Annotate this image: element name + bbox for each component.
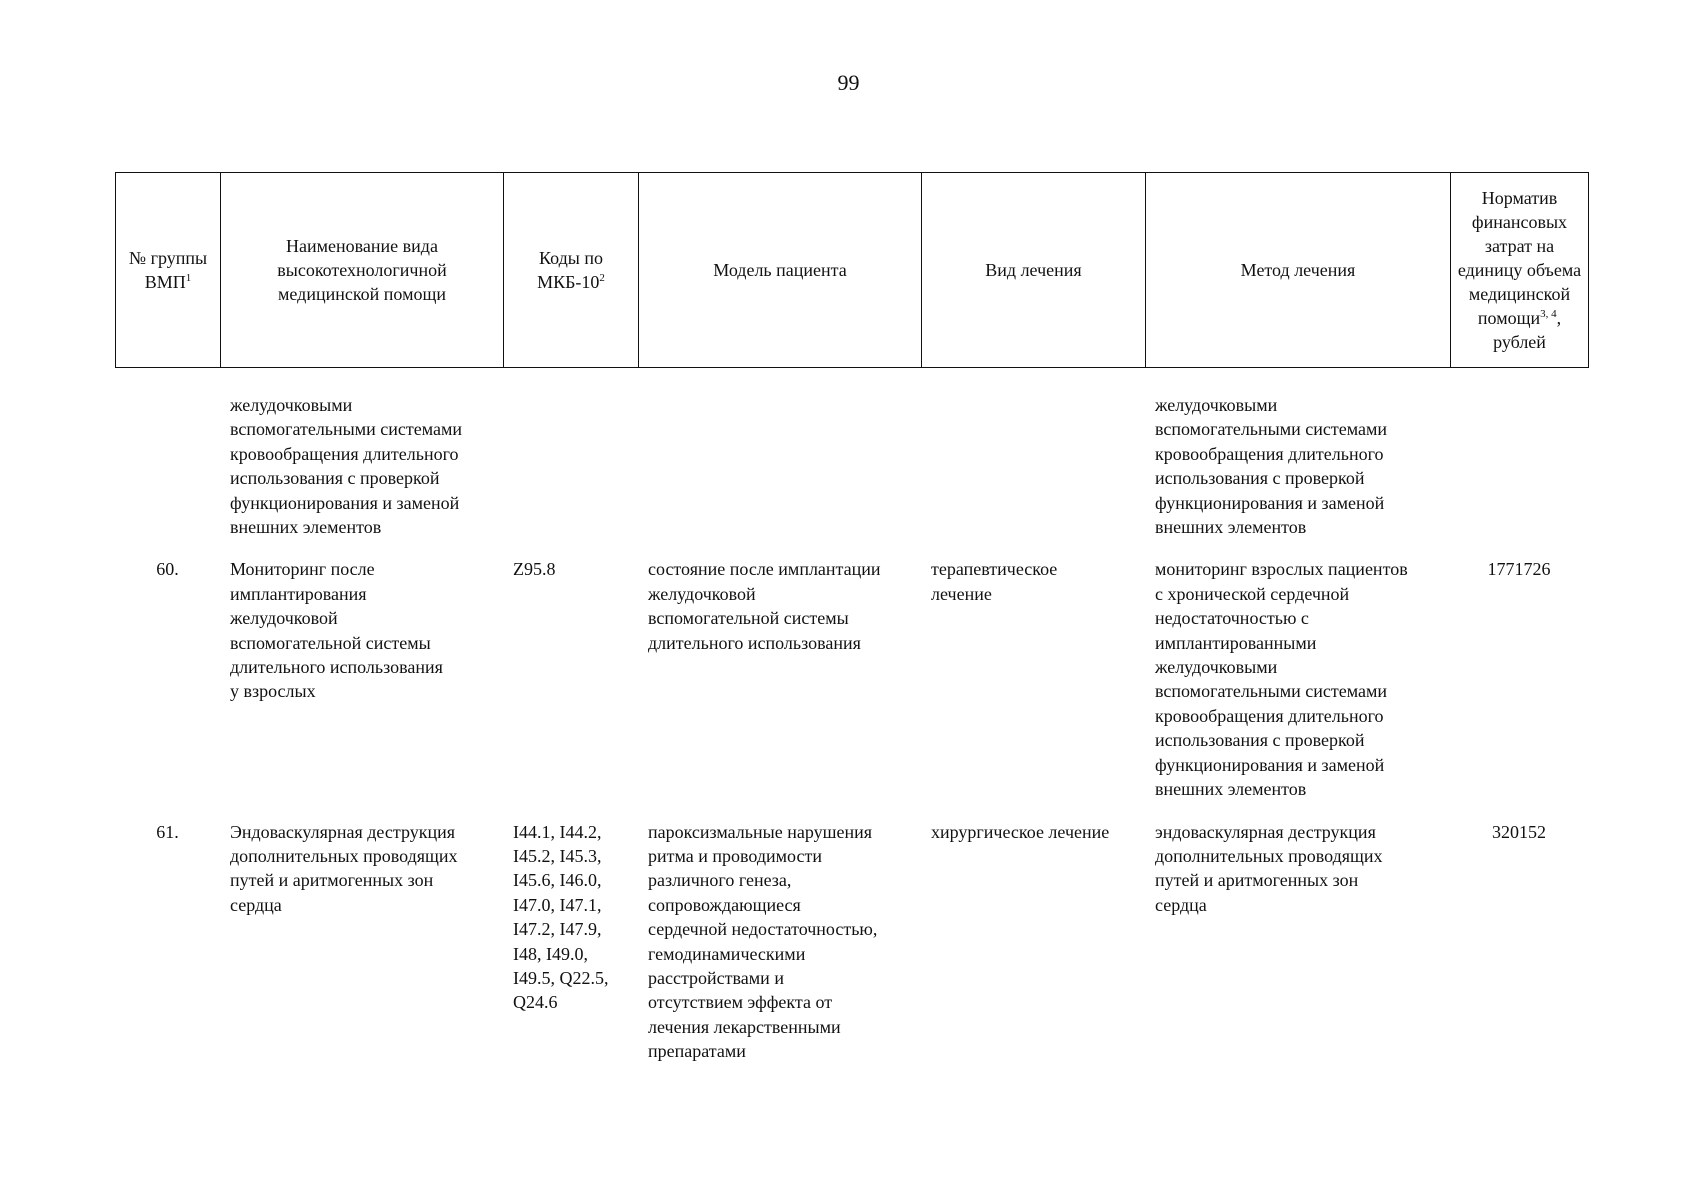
- row-treatment-type: терапевтическое лечение: [931, 559, 1058, 604]
- row-method: желудочковыми вспомогательными системами кровообращения длительного использования с проверкой функционирования и заменой внешних элементов: [1155, 395, 1388, 538]
- header-codes: [504, 173, 639, 368]
- row-codes: I44.1, I44.2, I45.2, I45.3, I45.6, I46.0, I47.0, I47.1, I47.2, I47.9, I48, I49.0, I49.5, Q22.5, Q24.6: [513, 821, 609, 1013]
- row-name: Мониторинг после имплантирования желудочковой вспомогательной системы длительного использования у взрослых: [230, 559, 443, 702]
- header-treatment-type: [922, 173, 1146, 368]
- row-cost: 320152: [1492, 821, 1546, 842]
- header-group: [116, 173, 221, 368]
- row-number: 61.: [156, 821, 179, 842]
- page-number: 99: [837, 70, 860, 95]
- table-body: [115, 393, 1588, 1082]
- header-codes-label: Коды по МКБ-10: [537, 248, 603, 292]
- header-cost-label: Норматив финансовых затрат на единицу объема медицинской помощи: [1457, 188, 1582, 328]
- row-model: [638, 393, 921, 557]
- row-number: [115, 393, 220, 557]
- table-row: [115, 820, 1588, 1082]
- header-method: [1146, 173, 1451, 368]
- header-model: [639, 173, 922, 368]
- row-name: желудочковыми вспомогательными системами кровообращения длительного использования с проверкой функционирования и заменой внешних элементов: [230, 395, 463, 538]
- row-cost: 1771726: [1487, 559, 1551, 580]
- header-name-label: Наименование вида высокотехнологичной медицинской помощи: [277, 236, 447, 304]
- table-header: [115, 172, 1589, 368]
- row-method: мониторинг взрослых пациентов с хронической сердечной недостаточностью с имплантированными желудочковыми вспомогательными системами кровообращения длительного использования с проверкой функционирования и заменой внешних элементов: [1155, 559, 1408, 800]
- row-model: пароксизмальные нарушения ритма и проводимости различного генеза, сопровождающиеся сердечной недостаточностью, гемодинамическими расстройствами и отсутствием эффекта от лечения лекарственными препаратами: [648, 821, 878, 1062]
- row-treatment-type: [921, 393, 1145, 557]
- row-name: Эндоваскулярная деструкция дополнительных проводящих путей и аритмогенных зон сердца: [230, 821, 458, 915]
- header-treatment-type-label: Вид лечения: [985, 260, 1082, 280]
- table-row: [115, 393, 1588, 557]
- row-model: состояние после имплантации желудочковой вспомогательной системы длительного использования: [648, 559, 881, 653]
- header-codes-footnote: 2: [599, 272, 605, 284]
- header-group-footnote: 1: [185, 272, 192, 284]
- row-codes: Z95.8: [513, 559, 556, 580]
- row-treatment-type: хирургическое лечение: [931, 821, 1110, 842]
- header-name: [221, 173, 504, 368]
- row-cost: [1450, 393, 1588, 557]
- header-cost-unit: , рублей: [1493, 308, 1562, 352]
- header-cost: [1451, 173, 1589, 368]
- row-method: эндоваскулярная деструкция дополнительных проводящих путей и аритмогенных зон сердца: [1155, 821, 1383, 915]
- header-group-label: № группы ВМП: [128, 248, 208, 292]
- table-row: [115, 557, 1588, 819]
- row-codes: [503, 393, 638, 557]
- header-model-label: Модель пациента: [713, 260, 847, 280]
- header-method-label: Метод лечения: [1240, 260, 1356, 280]
- header-cost-footnote: 3, 4: [1540, 308, 1557, 320]
- row-number: 60.: [156, 559, 179, 580]
